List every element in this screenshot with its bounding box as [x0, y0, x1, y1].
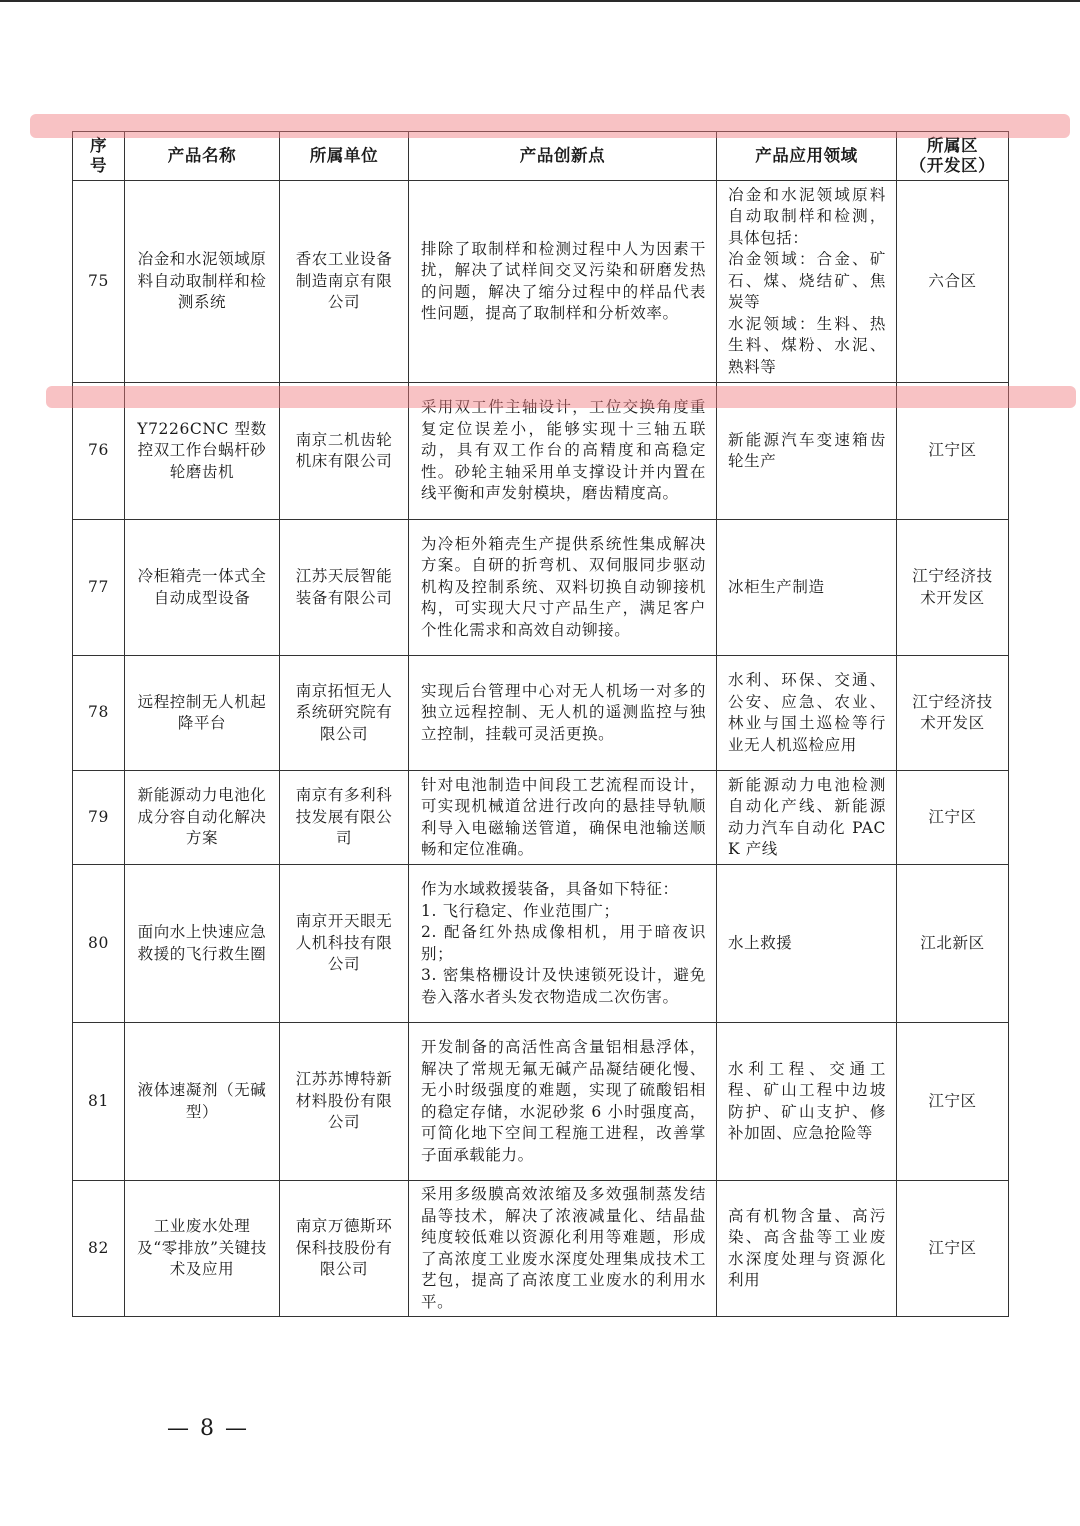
cell-innovation: 为冷柜外箱壳生产提供系统性集成解决方案。自研的折弯机、双伺服同步驱动机构及控制系统、双料切换自动铆接机构，可实现大尺寸产品生产，满足客户个性化需求和高效自动铆接。	[409, 520, 717, 656]
cell-application: 冶金和水泥领域原料自动取制样和检测，具体包括： 冶金领域：合金、矿石、煤、烧结矿、焦炭等 水泥领域：生料、热生料、煤粉、水泥、熟料等	[717, 181, 897, 383]
cell-innovation: 采用双工件主轴设计，工位交换角度重复定位误差小，能够实现十三轴五联动，具有双工作台的高精度和高稳定性。砂轮主轴采用单支撑设计并内置在线平衡和声发射模块，磨齿精度高。	[409, 383, 717, 520]
header-application: 产品应用领域	[717, 132, 897, 181]
cell-district: 六合区	[897, 181, 1009, 383]
cell-unit: 江苏天辰智能装备有限公司	[280, 520, 409, 656]
cell-district: 江宁区	[897, 1023, 1009, 1181]
table-row	[73, 520, 1009, 656]
cell-no: 81	[73, 1023, 125, 1181]
cell-name: 远程控制无人机起降平台	[125, 656, 280, 771]
cell-district: 江北新区	[897, 865, 1009, 1023]
cell-no: 77	[73, 520, 125, 656]
table-row	[73, 865, 1009, 1023]
header-district: 所属区 （开发区）	[897, 132, 1009, 181]
cell-application: 新能源汽车变速箱齿轮生产	[717, 383, 897, 520]
table-header-row	[73, 132, 1009, 181]
cell-unit: 南京二机齿轮机床有限公司	[280, 383, 409, 520]
header-no: 序 号	[73, 132, 125, 181]
cell-innovation: 采用多级膜高效浓缩及多效强制蒸发结晶等技术，解决了浓液减量化、结晶盐纯度较低难以资源化利用等难题，形成了高浓度工业废水深度处理集成技术工艺包，提高了高浓度工业废水的利用水平。	[409, 1181, 717, 1317]
top-edge-rule	[0, 0, 1080, 2]
header-innovation: 产品创新点	[409, 132, 717, 181]
cell-name: Y7226CNC 型数控双工作台蜗杆砂轮磨齿机	[125, 383, 280, 520]
cell-unit: 南京拓恒无人系统研究院有限公司	[280, 656, 409, 771]
table-row	[73, 1023, 1009, 1181]
cell-application: 新能源动力电池检测自动化产线、新能源动力汽车自动化 PACK 产线	[717, 771, 897, 865]
cell-no: 82	[73, 1181, 125, 1317]
cell-district: 江宁区	[897, 771, 1009, 865]
cell-application: 水上救援	[717, 865, 897, 1023]
table-row	[73, 1181, 1009, 1317]
cell-name: 冶金和水泥领域原料自动取制样和检测系统	[125, 181, 280, 383]
table-row	[73, 656, 1009, 771]
cell-no: 79	[73, 771, 125, 865]
cell-district: 江宁区	[897, 383, 1009, 520]
cell-innovation: 实现后台管理中心对无人机场一对多的独立远程控制、无人机的遥测监控与独立控制，挂载可灵活更换。	[409, 656, 717, 771]
cell-name: 冷柜箱壳一体式全自动成型设备	[125, 520, 280, 656]
cell-district: 江宁经济技术开发区	[897, 656, 1009, 771]
cell-unit: 南京开天眼无人机科技有限公司	[280, 865, 409, 1023]
cell-application: 高有机物含量、高污染、高含盐等工业废水深度处理与资源化利用	[717, 1181, 897, 1317]
header-unit: 所属单位	[280, 132, 409, 181]
cell-district: 江宁经济技术开发区	[897, 520, 1009, 656]
cell-name: 液体速凝剂（无碱型）	[125, 1023, 280, 1181]
header-name: 产品名称	[125, 132, 280, 181]
cell-application: 冰柜生产制造	[717, 520, 897, 656]
cell-name: 工业废水处理及“零排放”关键技术及应用	[125, 1181, 280, 1317]
cell-unit: 江苏苏博特新材料股份有限公司	[280, 1023, 409, 1181]
cell-name: 面向水上快速应急救援的飞行救生圈	[125, 865, 280, 1023]
table-row	[73, 181, 1009, 383]
cell-name: 新能源动力电池化成分容自动化解决方案	[125, 771, 280, 865]
cell-no: 75	[73, 181, 125, 383]
highlight-mark-middle	[46, 386, 1076, 408]
cell-unit: 香农工业设备制造南京有限公司	[280, 181, 409, 383]
cell-innovation: 开发制备的高活性高含量铝相悬浮体，解决了常规无氟无碱产品凝结硬化慢、无小时级强度的难题，实现了硫酸铝相的稳定存储，水泥砂浆 6 小时强度高，可简化地下空间工程施工进程，改善掌子面承载能力。	[409, 1023, 717, 1181]
table-row	[73, 771, 1009, 865]
cell-application: 水利工程、交通工程、矿山工程中边坡防护、矿山支护、修补加固、应急抢险等	[717, 1023, 897, 1181]
highlight-mark-top	[30, 114, 1070, 138]
product-table	[72, 131, 1009, 1317]
page-number: — 8 —	[167, 1416, 249, 1441]
cell-innovation: 针对电池制造中间段工艺流程而设计，可实现机械道岔进行改向的悬挂导轨顺利导入电磁输送管道，确保电池输送顺畅和定位准确。	[409, 771, 717, 865]
cell-unit: 南京有多利科技发展有限公司	[280, 771, 409, 865]
cell-no: 78	[73, 656, 125, 771]
cell-district: 江宁区	[897, 1181, 1009, 1317]
cell-unit: 南京万德斯环保科技股份有限公司	[280, 1181, 409, 1317]
cell-innovation: 作为水域救援装备，具备如下特征： 1. 飞行稳定、作业范围广； 2. 配备红外热成像相机，用于暗夜识别； 3. 密集格栅设计及快速锁死设计，避免卷入落水者头发衣物造成二次伤害。	[409, 865, 717, 1023]
cell-no: 80	[73, 865, 125, 1023]
cell-no: 76	[73, 383, 125, 520]
cell-innovation: 排除了取制样和检测过程中人为因素干扰，解决了试样间交叉污染和研磨发热的问题，解决了缩分过程中的样品代表性问题，提高了取制样和分析效率。	[409, 181, 717, 383]
cell-application: 水利、环保、交通、公安、应急、农业、林业与国土巡检等行业无人机巡检应用	[717, 656, 897, 771]
